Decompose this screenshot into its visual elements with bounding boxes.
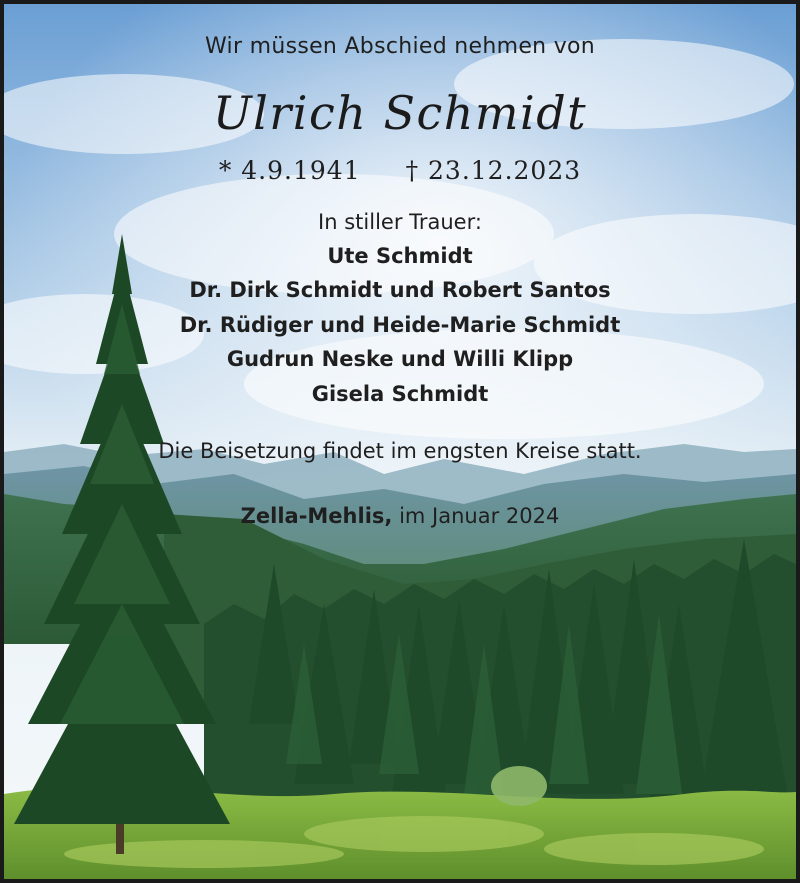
life-dates xyxy=(4,156,796,185)
burial-note: Die Beisetzung findet im engsten Kreise statt. xyxy=(158,439,642,463)
obituary-text xyxy=(4,4,796,879)
mourner: Ute Schmidt xyxy=(327,244,473,268)
mourner: Gudrun Neske und Willi Klipp xyxy=(226,347,574,371)
death-date: † 23.12.2023 xyxy=(405,156,582,185)
intro-text: Wir müssen Abschied nehmen von xyxy=(204,34,596,59)
mourner: Dr. Rüdiger und Heide-Marie Schmidt xyxy=(179,313,621,337)
deceased-name: Ulrich Schmidt xyxy=(212,86,588,140)
grief-heading: In stiller Trauer: xyxy=(318,210,482,234)
mourner: Dr. Dirk Schmidt und Robert Santos xyxy=(189,278,611,302)
place: Zella-Mehlis, xyxy=(240,504,393,528)
birth-date: * 4.9.1941 xyxy=(218,156,361,185)
place-and-date xyxy=(4,504,796,528)
date: im Januar 2024 xyxy=(399,504,560,528)
mourner: Gisela Schmidt xyxy=(311,382,489,406)
